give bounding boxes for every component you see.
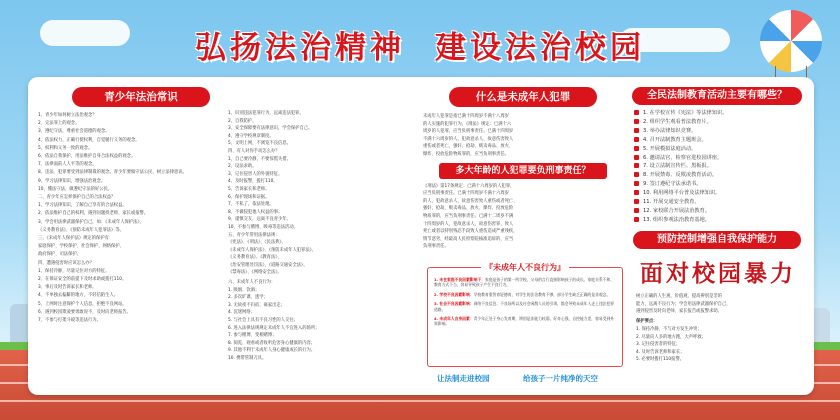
activity-item — [634, 162, 808, 171]
legal-knowledge-list — [36, 112, 246, 325]
list-item: 1、保持冷静，尽量记住对方的特征。 — [38, 268, 110, 274]
text-line: 十四周岁的人，犯故意杀人、故意伤害罪，致人 — [423, 221, 514, 227]
activity-item-label: 9. 签订遵纪守法承诺书。 — [643, 181, 702, 188]
activity-item — [634, 136, 808, 145]
activity-item-label: 6. 邀请法官、检察官进校园讲座。 — [643, 154, 723, 161]
list-item: 四、遭遇侵害时应该怎么办？ — [38, 260, 94, 266]
bullet-icon — [634, 146, 639, 151]
activity-item-label: 10. 利用网络平台普及法律知识。 — [643, 190, 721, 197]
list-item: 10. 携带管制刀具。 — [228, 356, 267, 361]
list-item: 9、学习法律知识，增强法治观念。 — [38, 178, 106, 184]
section-title-self-protection: 预防控制增强自我保护能力 — [633, 231, 801, 249]
list-item: 1、识别违法犯罪行为，远离违法犯罪。 — [228, 111, 304, 116]
text-line: 遇到侵害及时向老师、家长报告或报警求助。 — [636, 309, 722, 315]
list-item: 《宪法》、《刑法》、《民法典》、 — [228, 240, 286, 246]
activity-item-label: 7. 设立法制宣传栏、黑板报。 — [643, 163, 712, 170]
list-item: 4、不单独去偏僻的地方，不轻信陌生人。 — [38, 293, 119, 299]
list-item: 四、有人对你手动怎么办？ — [228, 148, 280, 154]
list-item: 2、自我防护。 — [228, 118, 257, 124]
text-line: 强奸、抢劫、贩卖毒品、放火、爆炸、投放危险 — [423, 206, 514, 212]
list-item: 2、在保证安全的前提下及时求助或拨打110。 — [38, 277, 127, 283]
list-item: 7、不私了，依法处理。 — [228, 202, 274, 208]
list-item: 2. 多次旷课、逃学； — [228, 295, 268, 301]
list-item: 10、懂法守法，做遵纪守法的好公民。 — [38, 186, 113, 192]
text-line: 《刑法》第17条规定：已满十六周岁的人犯罪， — [423, 183, 515, 189]
list-item: 政府保护、司法保护。 — [38, 252, 81, 258]
list-item: 二、青少年应怎样保护自己的合法权益？ — [38, 195, 116, 201]
notice-item — [434, 292, 616, 297]
list-item: 4、依法权力，正确行使权利，自觉履行义务的观念。 — [38, 137, 140, 143]
text-line: 爆炸、投放危险物质罪的，应当负刑事责任。 — [423, 151, 509, 157]
list-item: 6、依法自我保护、用法维护自身合法权益的观念。 — [38, 154, 136, 160]
activity-item-label: 13. 组织参观法治教育基地。 — [643, 216, 710, 223]
bullet-icon — [634, 137, 639, 142]
activity-item-label: 5. 开展模拟法庭活动。 — [643, 145, 697, 152]
list-item: 5、文明上网，不浏览不良信息。 — [228, 141, 291, 147]
list-item: 3、事后及时告诉家长和老师。 — [38, 285, 97, 291]
activity-item-label: 8. 开展禁毒、反欺凌教育活动。 — [643, 172, 718, 179]
list-item: 《禁毒法》、《网络安全法》。 — [228, 270, 282, 276]
activity-item — [634, 207, 808, 216]
list-item: 《义务教育法》、《教育法》、 — [228, 255, 282, 261]
bullet-icon — [634, 119, 639, 124]
list-item: 《治安管理处罚法》、《道路交通安全法》、 — [228, 262, 308, 268]
list-item: 《未成年人保护法》、《预防未成年人犯罪法》、 — [228, 247, 317, 253]
notice-item-head: 4. 未成年人自身因素： — [434, 316, 474, 322]
list-item: 3、学会用法律武器保护自己，如：《未成年人保护法》、 — [38, 219, 144, 225]
list-item: 3. 无故夜不归宿、离家出走； — [228, 302, 286, 308]
text-line: 负刑事责任。 — [423, 244, 449, 250]
notice-item-body: 青少年正处于身心发育期，辨别是非能力较弱，好奇心强，自控能力差，容易受到外界影响。 — [434, 316, 615, 327]
activity-item — [634, 145, 808, 154]
text-line: 应当负刑事责任。已满十四周岁不满十六周岁 — [423, 191, 509, 197]
bullet-icon — [634, 217, 639, 222]
text-line: 的人，犯故意杀人、故意伤害致人重伤或者死亡、 — [423, 198, 518, 204]
criminal-age-text — [423, 183, 623, 251]
tips-list — [636, 326, 706, 364]
list-item: 3、安全保障要有法律意识，学会保护自己。 — [228, 126, 313, 132]
bullet-icon — [634, 199, 639, 204]
notice-item — [434, 277, 616, 288]
list-item: 2、设法求助。 — [228, 164, 257, 170]
activity-item — [634, 118, 808, 127]
text-line: 未成年人犯罪是指已满十四周岁不满十八周岁 — [423, 114, 509, 119]
activity-item — [634, 127, 808, 136]
bullet-icon — [634, 163, 639, 168]
activity-item-label: 12. 家校联合开展法治教育。 — [643, 207, 710, 214]
campus-violence-banner: 面对校园暴力 — [640, 260, 796, 287]
column-legal-knowledge — [36, 77, 246, 325]
list-item: 8、不做侵犯他人权益的事。 — [228, 209, 283, 215]
list-item: 2. 尽量向人多的地方跑，大声呼救； — [636, 334, 706, 340]
section-title-legal-knowledge: 青少年法治常识 — [72, 87, 210, 107]
list-item: 1、青少年如何树立法治观念？ — [38, 113, 97, 118]
notice-item-head: 2. 学校不良因素影响： — [434, 291, 474, 297]
page-headline — [0, 22, 840, 67]
juvenile-crime-text — [423, 113, 623, 159]
text-line: 树立正确的人生观、价值观，提高辨别是非的 — [636, 294, 722, 299]
activity-item — [634, 198, 808, 207]
list-item: 8、违法、犯罪要受到法律制裁的观念。青少年要做守法公民，树立法律意识。 — [38, 170, 187, 176]
slogan-right: 给孩子一片纯净的天空 — [523, 374, 598, 383]
bullet-icon — [634, 208, 639, 213]
text-line: 不满十六周岁的人，犯故意杀人、故意伤害致人 — [423, 136, 514, 142]
list-item: 6、保护现场和证据。 — [228, 194, 270, 200]
list-item: 三、《未成年人保护法》规定的保护有： — [38, 236, 114, 242]
list-item: 3、遵纪守法，尊重社会道德的观念。 — [38, 129, 110, 135]
activity-item — [634, 109, 808, 118]
notice-items — [428, 268, 622, 327]
list-item: 五、青少年常用法律法规： — [228, 232, 280, 238]
list-item: 1、自己要冷静，不要惊慌失措。 — [228, 156, 291, 162]
text-line: 物质罪的，应当负刑事责任。已满十二周岁不满 — [423, 213, 514, 219]
self-protection-text — [636, 293, 731, 316]
notice-item-body: 网络不良信息、不良场所以及社会闲散人员的引诱，都会导致未成年人走上违法犯罪道路。 — [434, 301, 615, 312]
text-line: 死亡或者以特别残忍手段致人重伤造成严重残疾， — [423, 229, 518, 235]
text-line: 的人实施的犯罪行为。《刑法》规定：已满十六 — [423, 121, 512, 127]
bullet-icon — [634, 128, 639, 133]
activity-item-label: 4. 召开法制教育主题班会。 — [643, 136, 707, 143]
notice-item-body: 家庭是孩子的第一所学校，父母的言行直接影响孩子的成长。家庭关系不和、教育方式不当，容易导致孩子产生不良行为。 — [434, 277, 615, 288]
notice-box — [427, 263, 623, 367]
bad-behavior-list — [228, 287, 418, 363]
list-item: 8. 阅览、观看或者收听危害身心健康的内容； — [228, 340, 316, 346]
text-line: 重伤或者死亡、强奸、抢劫、贩卖毒品、放火、 — [423, 144, 514, 150]
list-item: 10、不参与赌博、吸毒等违法活动。 — [228, 224, 298, 230]
list-item: 1. 吸烟、饮酒； — [228, 287, 260, 293]
notice-item-body: 学校教育重智育轻德育，对学生的法治教育不够，部分学生缺乏正确的是非观念。 — [473, 291, 611, 297]
notice-item — [434, 316, 616, 327]
list-item: 9. 其他不利于未成年人身心健康成长的行为。 — [228, 348, 316, 354]
list-item: 《义务教育法》、《预防未成年人犯罪法》等。 — [38, 227, 124, 233]
bad-behavior-list-title: 六、未成年人不良行为： — [228, 280, 276, 286]
activity-item — [634, 216, 808, 225]
list-item: 4、遵守学校规章制度。 — [228, 133, 274, 139]
list-item: 7、法律面前人人平等的观念。 — [38, 162, 97, 168]
list-item: 6. 进入法律法规规定未成年人不宜进入的场所； — [228, 325, 320, 331]
column-juvenile-crime — [423, 77, 623, 395]
column-education-activities — [626, 77, 808, 395]
list-item: 9、谨慎交友，远离不良青少年。 — [228, 217, 291, 223]
list-item: 7、不参与打架斗殴等违法行为。 — [38, 318, 101, 324]
activity-item — [634, 189, 808, 198]
activity-item-label: 3. 举办法律知识竞赛。 — [643, 127, 697, 134]
column-legal-tips — [228, 77, 418, 363]
tips-title: 保护要点： — [636, 319, 658, 324]
notice-item — [434, 301, 616, 312]
list-item: 5、上网时注意保护个人信息，拒绝不良网站。 — [38, 301, 127, 307]
bullet-icon — [634, 155, 639, 160]
list-item: 5、权利和义务一致的观念。 — [38, 145, 93, 151]
list-item: 3. 记住侵害者的特征； — [636, 342, 681, 348]
bullet-icon — [634, 172, 639, 177]
activity-item — [634, 180, 808, 189]
section-title-criminal-age: 多大年龄的人犯罪要负刑事责任？ — [439, 163, 607, 179]
bullet-icon — [634, 190, 639, 195]
section-title-juvenile-crime: 什么是未成年人犯罪 — [449, 87, 597, 107]
list-item: 2、完法罪上的观念。 — [38, 121, 80, 127]
education-activities-list — [626, 109, 808, 225]
list-item: 5. 与社会上具有不良习性的人交往； — [228, 318, 298, 324]
slogan-left: 让法制走进校园 — [437, 374, 490, 383]
activity-item — [634, 154, 808, 163]
activity-item — [634, 171, 808, 180]
list-item: 4. 及时告诉老师和家长； — [636, 349, 685, 355]
legal-tips-list — [228, 110, 418, 277]
notice-item-head: 3. 社会不良因素影响： — [434, 301, 474, 307]
notice-title: 『未成年人不良行为』 — [481, 262, 569, 273]
list-item: 5. 必要时拨打110报警。 — [636, 357, 685, 363]
list-item: 家庭保护、学校保护、社会保护、网络保护、 — [38, 244, 124, 250]
section-title-education-activities: 全民法制教育活动主要有哪些？ — [632, 87, 802, 105]
activity-item-label: 2. 组织学生观看普法教育片。 — [643, 118, 712, 125]
activity-item-label: 11. 开展交通安全教育。 — [643, 199, 700, 206]
list-item: 7. 参与赌博、变相赌博； — [228, 333, 277, 339]
text-line: 能力，远离不良行为；学会用法律武器保护自己， — [636, 301, 731, 307]
bullet-icon — [634, 181, 639, 186]
list-item: 6、遇到校园欺凌要勇敢说不，及时向老师报告。 — [38, 309, 131, 315]
list-item: 1. 保持冷静，不与对方发生冲突； — [636, 327, 702, 332]
text-line: 周岁的人犯罪，应当负刑事责任。已满十四周岁 — [423, 129, 514, 135]
headline-right: 建设法治校园 — [435, 30, 645, 66]
content-board — [28, 77, 814, 395]
list-item: 1、学习法律知识，了解自己享有的合法权益。 — [38, 203, 127, 209]
list-item: 5、告诉家长和老师。 — [228, 186, 270, 192]
notice-item-head: 1. 未在家庭不良因素影响下： — [434, 277, 485, 282]
list-item: 4、及时报警，拨打110。 — [228, 179, 278, 185]
activity-item-label: 1. 在学校宣传《宪法》等法律知识。 — [643, 110, 728, 116]
list-item: 3、记住侵害人的外貌特征。 — [228, 171, 283, 177]
list-item: 4. 沉迷网络； — [228, 310, 255, 316]
bullet-icon — [634, 110, 639, 115]
headline-left: 弘扬法治精神 — [195, 30, 405, 66]
list-item: 2、依法维护自己的权利，遇到问题找老师、家长或报警。 — [38, 211, 149, 217]
text-line: 情节恶劣，经最高人民检察院核准追诉的，应当 — [423, 236, 514, 242]
